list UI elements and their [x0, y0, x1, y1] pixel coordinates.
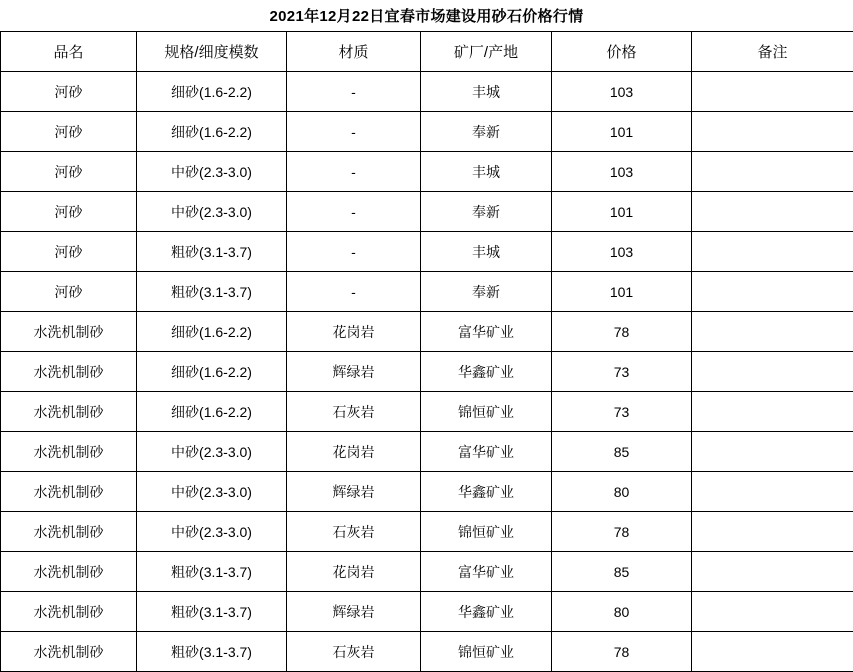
cell-material: 辉绿岩	[287, 352, 421, 392]
cell-price: 73	[552, 392, 692, 432]
cell-price: 101	[552, 112, 692, 152]
cell-origin: 华鑫矿业	[421, 352, 552, 392]
cell-material: 石灰岩	[287, 392, 421, 432]
cell-specification: 中砂(2.3-3.0)	[137, 472, 287, 512]
table-body	[1, 72, 853, 672]
cell-remark	[692, 72, 853, 112]
cell-remark	[692, 512, 853, 552]
table-row	[1, 472, 853, 512]
cell-remark	[692, 592, 853, 632]
cell-product: 水洗机制砂	[1, 392, 137, 432]
table-header	[1, 32, 853, 72]
cell-specification: 粗砂(3.1-3.7)	[137, 592, 287, 632]
table-row	[1, 592, 853, 632]
cell-specification: 粗砂(3.1-3.7)	[137, 272, 287, 312]
cell-remark	[692, 432, 853, 472]
table-header-row	[1, 32, 853, 72]
cell-origin: 锦恒矿业	[421, 632, 552, 672]
cell-origin: 丰城	[421, 152, 552, 192]
cell-origin: 富华矿业	[421, 552, 552, 592]
cell-product: 水洗机制砂	[1, 512, 137, 552]
column-header-product: 品名	[1, 32, 137, 72]
table-row	[1, 232, 853, 272]
cell-material: 花岗岩	[287, 432, 421, 472]
cell-material: 辉绿岩	[287, 592, 421, 632]
sand-price-table	[0, 31, 853, 672]
cell-specification: 细砂(1.6-2.2)	[137, 112, 287, 152]
cell-product: 水洗机制砂	[1, 632, 137, 672]
page-title: 2021年12月22日宜春市场建设用砂石价格行情	[270, 5, 584, 26]
cell-specification: 中砂(2.3-3.0)	[137, 192, 287, 232]
table-row	[1, 352, 853, 392]
cell-origin: 富华矿业	[421, 432, 552, 472]
cell-origin: 锦恒矿业	[421, 392, 552, 432]
cell-product: 水洗机制砂	[1, 592, 137, 632]
cell-product: 河砂	[1, 112, 137, 152]
cell-product: 水洗机制砂	[1, 352, 137, 392]
table-row	[1, 152, 853, 192]
cell-material: -	[287, 192, 421, 232]
cell-specification: 中砂(2.3-3.0)	[137, 512, 287, 552]
cell-remark	[692, 472, 853, 512]
cell-material: 花岗岩	[287, 552, 421, 592]
cell-origin: 富华矿业	[421, 312, 552, 352]
cell-product: 水洗机制砂	[1, 472, 137, 512]
cell-material: 石灰岩	[287, 632, 421, 672]
cell-remark	[692, 192, 853, 232]
cell-specification: 细砂(1.6-2.2)	[137, 72, 287, 112]
cell-product: 河砂	[1, 152, 137, 192]
cell-specification: 粗砂(3.1-3.7)	[137, 632, 287, 672]
cell-price: 85	[552, 552, 692, 592]
cell-remark	[692, 112, 853, 152]
cell-origin: 奉新	[421, 112, 552, 152]
cell-price: 73	[552, 352, 692, 392]
table-row	[1, 312, 853, 352]
cell-material: -	[287, 232, 421, 272]
cell-material: 石灰岩	[287, 512, 421, 552]
column-header-origin: 矿厂/产地	[421, 32, 552, 72]
cell-origin: 丰城	[421, 72, 552, 112]
cell-price: 80	[552, 472, 692, 512]
cell-remark	[692, 392, 853, 432]
cell-specification: 中砂(2.3-3.0)	[137, 432, 287, 472]
table-row	[1, 512, 853, 552]
cell-specification: 中砂(2.3-3.0)	[137, 152, 287, 192]
cell-price: 78	[552, 512, 692, 552]
cell-price: 101	[552, 192, 692, 232]
cell-remark	[692, 632, 853, 672]
column-header-material: 材质	[287, 32, 421, 72]
cell-price: 103	[552, 232, 692, 272]
cell-product: 水洗机制砂	[1, 312, 137, 352]
cell-origin: 奉新	[421, 272, 552, 312]
cell-origin: 丰城	[421, 232, 552, 272]
table-row	[1, 392, 853, 432]
cell-material: 辉绿岩	[287, 472, 421, 512]
cell-specification: 细砂(1.6-2.2)	[137, 392, 287, 432]
cell-specification: 细砂(1.6-2.2)	[137, 352, 287, 392]
table-row	[1, 272, 853, 312]
cell-material: -	[287, 152, 421, 192]
cell-remark	[692, 152, 853, 192]
cell-price: 85	[552, 432, 692, 472]
cell-price: 103	[552, 72, 692, 112]
table-row	[1, 432, 853, 472]
cell-remark	[692, 272, 853, 312]
table-row	[1, 552, 853, 592]
cell-price: 101	[552, 272, 692, 312]
cell-origin: 锦恒矿业	[421, 512, 552, 552]
table-row	[1, 72, 853, 112]
cell-specification: 细砂(1.6-2.2)	[137, 312, 287, 352]
cell-price: 103	[552, 152, 692, 192]
cell-remark	[692, 552, 853, 592]
cell-specification: 粗砂(3.1-3.7)	[137, 232, 287, 272]
cell-product: 河砂	[1, 272, 137, 312]
cell-price: 80	[552, 592, 692, 632]
table-row	[1, 632, 853, 672]
cell-material: -	[287, 72, 421, 112]
cell-specification: 粗砂(3.1-3.7)	[137, 552, 287, 592]
cell-product: 河砂	[1, 232, 137, 272]
document-title-bar	[0, 0, 853, 31]
cell-material: -	[287, 112, 421, 152]
cell-remark	[692, 312, 853, 352]
cell-material: -	[287, 272, 421, 312]
column-header-remark: 备注	[692, 32, 853, 72]
cell-remark	[692, 352, 853, 392]
cell-origin: 华鑫矿业	[421, 472, 552, 512]
cell-product: 水洗机制砂	[1, 432, 137, 472]
cell-product: 河砂	[1, 192, 137, 232]
cell-remark	[692, 232, 853, 272]
cell-product: 河砂	[1, 72, 137, 112]
column-header-price: 价格	[552, 32, 692, 72]
column-header-specification: 规格/细度模数	[137, 32, 287, 72]
cell-material: 花岗岩	[287, 312, 421, 352]
cell-origin: 奉新	[421, 192, 552, 232]
cell-price: 78	[552, 312, 692, 352]
cell-price: 78	[552, 632, 692, 672]
table-row	[1, 192, 853, 232]
cell-product: 水洗机制砂	[1, 552, 137, 592]
cell-origin: 华鑫矿业	[421, 592, 552, 632]
table-row	[1, 112, 853, 152]
